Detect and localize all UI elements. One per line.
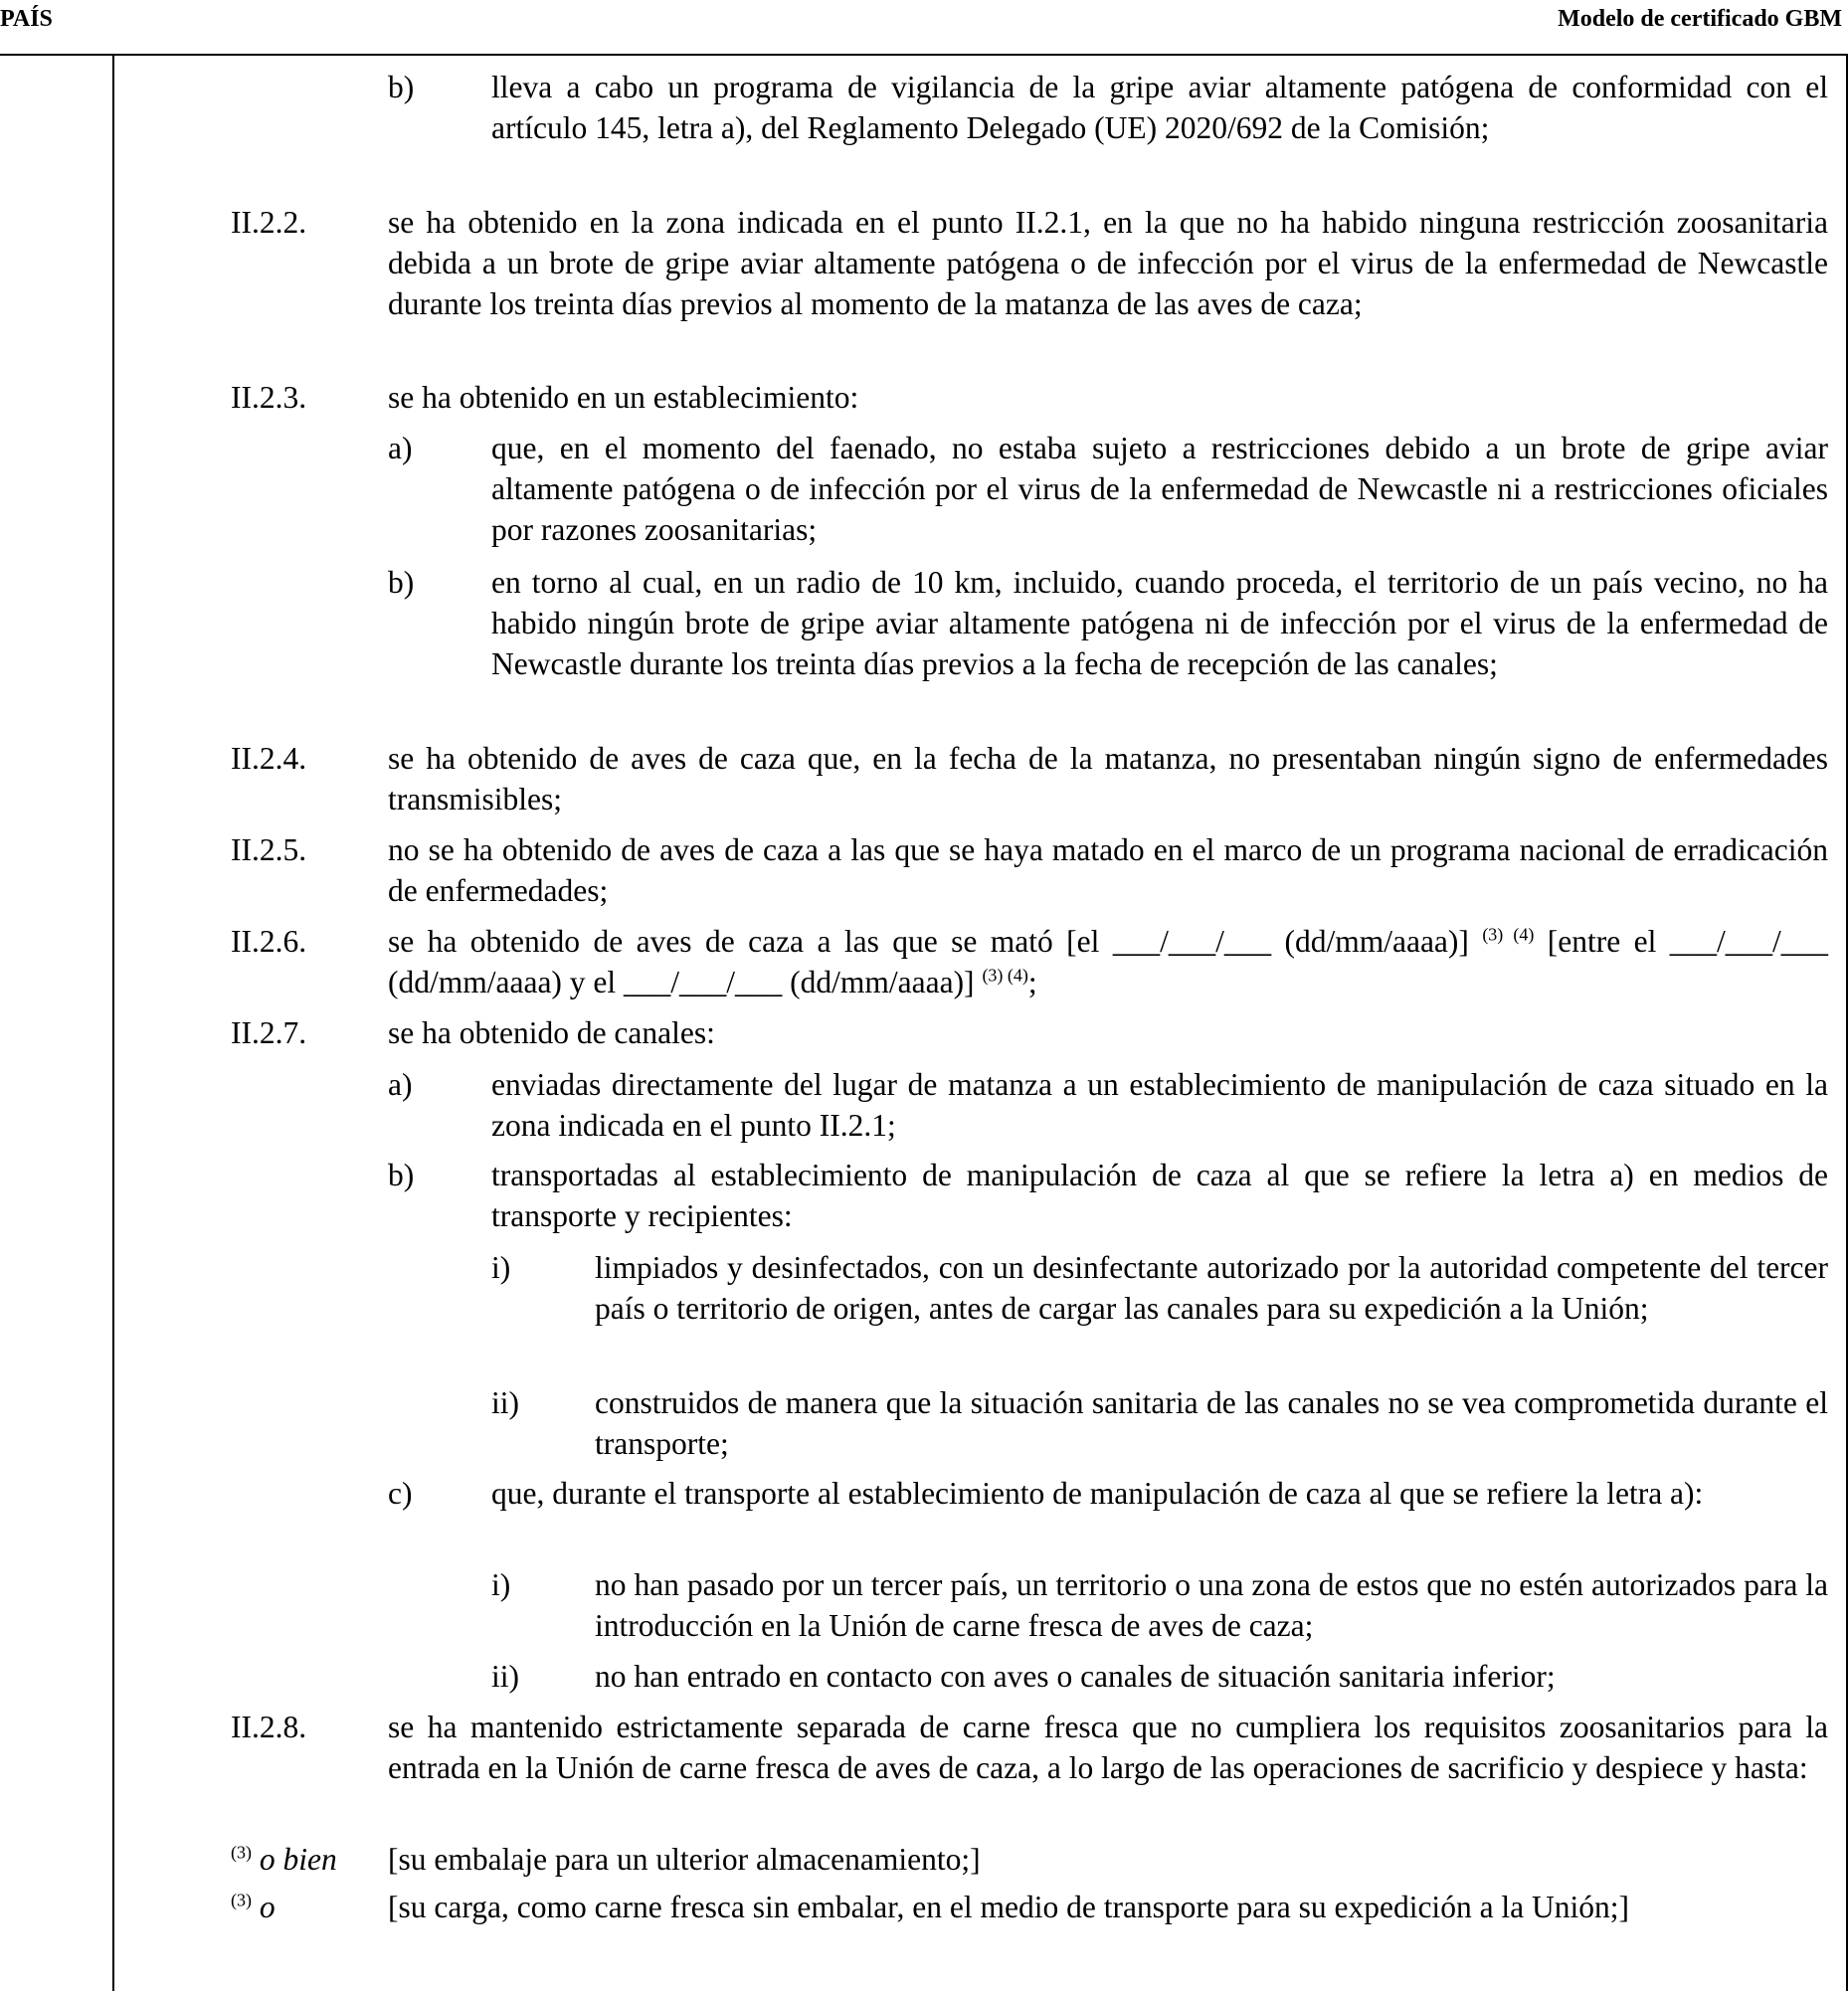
clause-number: II.2.5. — [231, 832, 307, 867]
item-text: en torno al cual, en un radio de 10 km, incluido, cuando proceda, el territorio de un país vecino, no ha habido ningún brote de gripe aviar altamente patógena ni de infección por el virus de la enfermedad de Newcastle durante los treinta días previos a la fecha de recepción de las canales; — [491, 565, 1828, 681]
subitem-marker: ii) — [491, 1659, 519, 1694]
clause-text: se ha mantenido estrictamente separada de carne fresca que no cumpliera los requisitos zoosanitarios para la entrada en la Unión de carne fresca de aves de caza, a lo largo de las operaciones de sacrificio y despiece y hasta: — [388, 1710, 1828, 1785]
subitem-text: construidos de manera que la situación sanitaria de las canales no se vea comprometida durante el transporte; — [595, 1385, 1828, 1461]
clause-number: II.2.4. — [231, 741, 307, 776]
item-marker: b) — [388, 565, 415, 600]
clause-text: no se ha obtenido de aves de caza a las que se haya matado en el marco de un programa nacional de erradicación de enfermedades; — [388, 832, 1828, 908]
header-certificate-model: Modelo de certificado GBM — [1558, 6, 1842, 32]
subitem-marker: i) — [491, 1250, 511, 1285]
clause-text: se ha obtenido de aves de caza a las que se mató [el ___/___/___ (dd/mm/aaaa)] $^{(3) (4)}$ [entre el ___/___/___ (dd/mm/aaaa) y el ___/___/___ (dd/mm/aaaa)] $^{(3) (4)}$; — [388, 924, 1828, 999]
clause-text: se ha obtenido de aves de caza que, en la fecha de la matanza, no presentaban ningún signo de enfermedades transmisibles; — [388, 741, 1828, 816]
footnote-ref: (3) — [231, 1890, 252, 1910]
option-text: [su carga, como carne fresca sin embalar, en el medio de transporte para su expedición a la Unión;] — [388, 1890, 1630, 1924]
option-text: [su embalaje para un ulterior almacenamiento;] — [388, 1842, 981, 1877]
subitem-text: limpiados y desinfectados, con un desinfectante autorizado por la autoridad competente del tercer país o territorio de origen, antes de cargar las canales para su expedición a la Unión; — [595, 1250, 1828, 1326]
option-label: $^{(3)}$ o bien — [231, 1842, 337, 1877]
item-text: lleva a cabo un programa de vigilancia de la gripe aviar altamente patógena de conformidad con el artículo 145, letra a), del Reglamento Delegado (UE) 2020/692 de la Comisión; — [491, 70, 1828, 145]
clause-text: se ha obtenido en un establecimiento: — [388, 380, 859, 415]
item-text: que, en el momento del faenado, no estaba sujeto a restricciones debido a un brote de gripe aviar altamente patógena o de infección por el virus de la enfermedad de Newcastle ni a restricciones oficiales por razones zoosanitarias; — [491, 431, 1828, 547]
clause-number: II.2.6. — [231, 924, 307, 959]
footnote-ref: (3) (4) — [1482, 924, 1535, 945]
option-label: $^{(3)}$ o — [231, 1890, 276, 1924]
item-marker: c) — [388, 1476, 413, 1511]
item-text: que, durante el transporte al establecimiento de manipulación de caza al que se refiere la letra a): — [491, 1476, 1704, 1511]
item-text: enviadas directamente del lugar de matanza a un establecimiento de manipulación de caza situado en la zona indicada en el punto II.2.1; — [491, 1067, 1828, 1143]
clause-number: II.2.8. — [231, 1710, 307, 1744]
subitem-marker: i) — [491, 1567, 511, 1602]
subitem-text: no han entrado en contacto con aves o canales de situación sanitaria inferior; — [595, 1659, 1556, 1694]
item-text: transportadas al establecimiento de manipulación de caza al que se refiere la letra a) en medios de transporte y recipientes: — [491, 1158, 1828, 1233]
clause-number: II.2.7. — [231, 1015, 307, 1050]
clause-text: se ha obtenido de canales: — [388, 1015, 715, 1050]
clause-number: II.2.3. — [231, 380, 307, 415]
item-marker: a) — [388, 431, 413, 465]
subitem-text: no han pasado por un tercer país, un territorio o una zona de estos que no estén autorizados para la introducción en la Unión de carne fresca de aves de caza; — [595, 1567, 1828, 1643]
clause-text: se ha obtenido en la zona indicada en el punto II.2.1, en la que no ha habido ninguna restricción zoosanitaria debida a un brote de gripe aviar altamente patógena o de infección por el virus de la enfermedad de Newcastle durante los treinta días previos al momento de la matanza de las aves de caza; — [388, 205, 1828, 321]
header-country: PAÍS — [0, 6, 53, 32]
item-marker: b) — [388, 1158, 415, 1192]
item-marker: a) — [388, 1067, 413, 1102]
footnote-ref: (3) — [231, 1842, 252, 1863]
item-marker: b) — [388, 70, 415, 104]
subitem-marker: ii) — [491, 1385, 519, 1420]
footnote-ref: (3) (4) — [982, 965, 1028, 986]
clause-number: II.2.2. — [231, 205, 307, 240]
